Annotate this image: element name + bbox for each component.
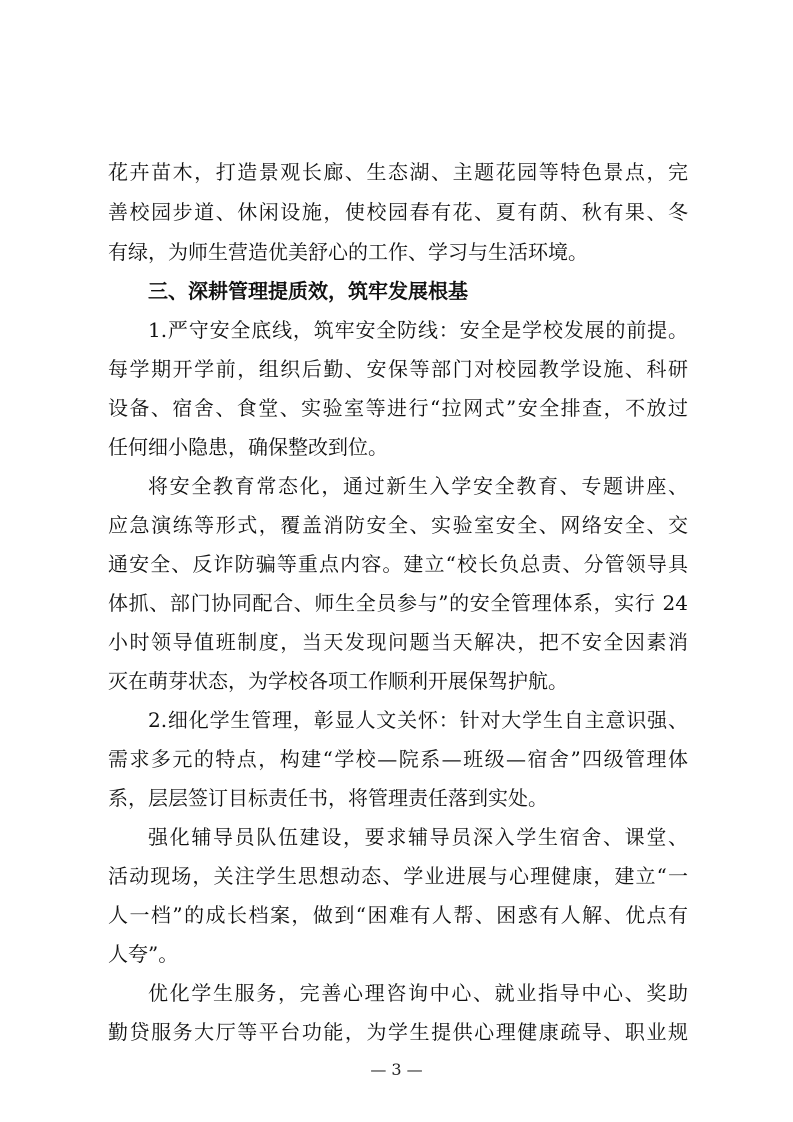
section-heading: 三、深耕管理提质效，筑牢发展根基	[148, 279, 468, 303]
body-text-line: 有绿，为师生营造优美舒心的工作、学习与生活环境。	[108, 240, 588, 264]
body-text-line: 人一档”的成长档案，做到“困难有人帮、困惑有人解、优点有	[108, 903, 688, 927]
body-text-line: 1.严守安全底线，筑牢安全防线：安全是学校发展的前提。	[148, 318, 688, 342]
body-text-line: 需求多元的特点，构建“学校—院系—班级—宿舍”四级管理体	[108, 747, 688, 771]
body-text-line: 体抓、部门协同配合、师生全员参与”的安全管理体系，实行 24	[108, 591, 688, 615]
body-text-line: 将安全教育常态化，通过新生入学安全教育、专题讲座、	[148, 474, 688, 498]
body-text-line: 强化辅导员队伍建设，要求辅导员深入学生宿舍、课堂、	[148, 825, 688, 849]
body-text-line: 灭在萌芽状态，为学校各项工作顺利开展保驾护航。	[108, 669, 568, 693]
body-text-line: 系，层层签订目标责任书，将管理责任落到实处。	[108, 786, 548, 810]
body-text-line: 善校园步道、休闲设施，使校园春有花、夏有荫、秋有果、冬	[108, 200, 688, 224]
body-text-line: 勤贷服务大厅等平台功能，为学生提供心理健康疏导、职业规	[108, 1020, 688, 1044]
body-text-line: 任何细小隐患，确保整改到位。	[108, 435, 388, 459]
body-text-line: 人夸”。	[108, 942, 179, 966]
body-text-line: 设备、宿舍、食堂、实验室等进行“拉网式”安全排查，不放过	[108, 396, 688, 420]
page-number: — 3 —	[370, 1060, 423, 1079]
body-text-line: 应急演练等形式，覆盖消防安全、实验室安全、网络安全、交	[108, 513, 688, 537]
body-text-line: 活动现场，关注学生思想动态、学业进展与心理健康，建立“一	[108, 864, 688, 888]
body-text-line: 每学期开学前，组织后勤、安保等部门对校园教学设施、科研	[108, 357, 688, 381]
body-text-line: 优化学生服务，完善心理咨询中心、就业指导中心、奖助	[148, 981, 688, 1005]
body-text-line: 2.细化学生管理，彰显人文关怀：针对大学生自主意识强、	[148, 708, 688, 732]
body-text-line: 小时领导值班制度，当天发现问题当天解决，把不安全因素消	[108, 630, 688, 654]
body-text-line: 花卉苗木，打造景观长廊、生态湖、主题花园等特色景点，完	[108, 160, 688, 184]
body-text-line: 通安全、反诈防骗等重点内容。建立“校长负总责、分管领导具	[108, 552, 688, 576]
